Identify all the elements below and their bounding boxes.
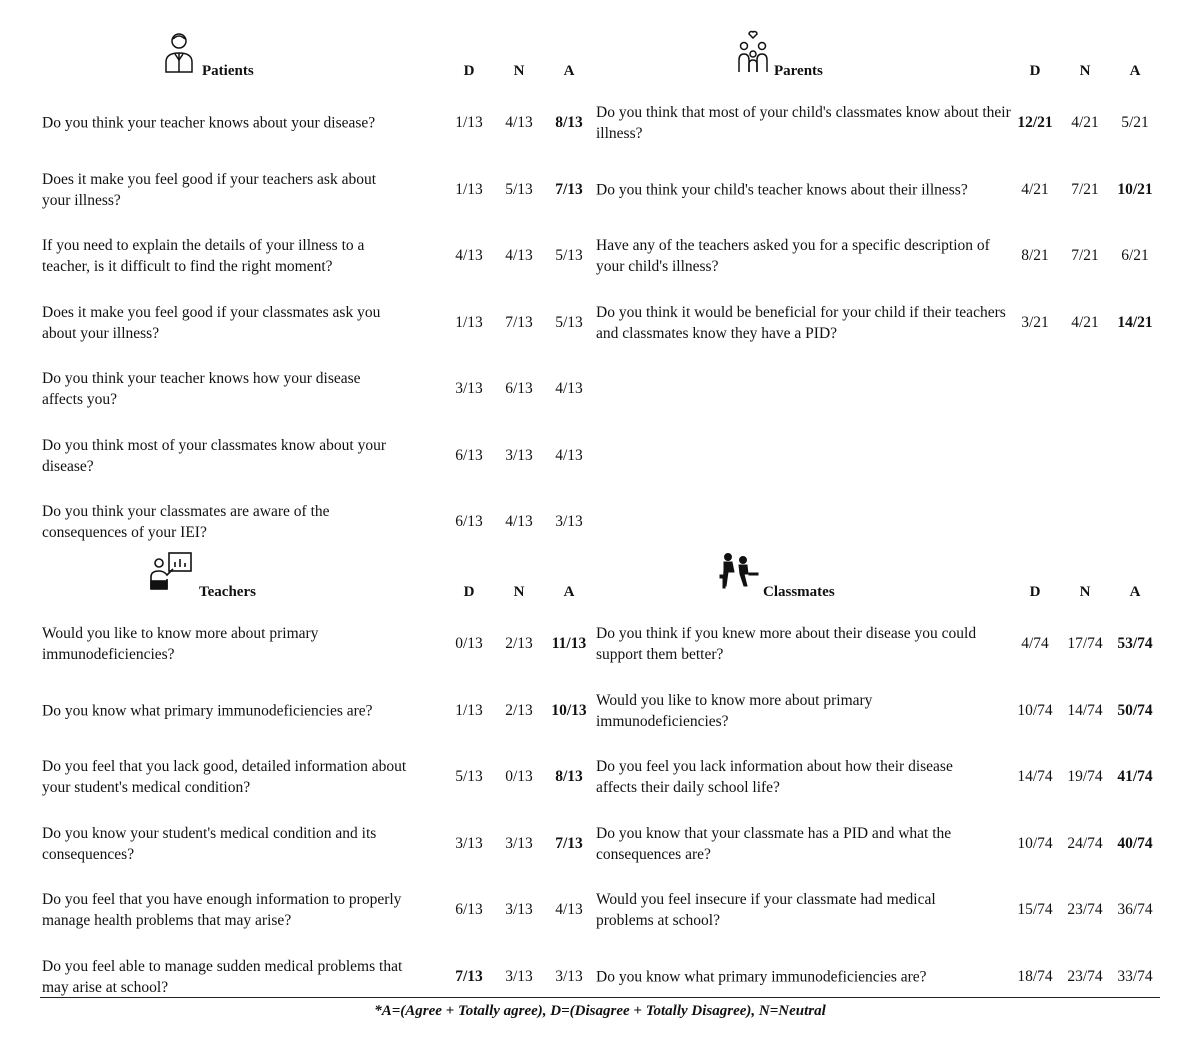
value-a: 5/13: [555, 313, 583, 331]
value-n: 7/21: [1071, 180, 1099, 198]
classmates-icon: [719, 551, 751, 595]
parents-header: [594, 30, 1164, 90]
value-d: 6/13: [455, 513, 483, 531]
question-text: Do you feel you lack information about how their disease affects their daily school life?: [596, 758, 953, 797]
value-n: 2/13: [505, 701, 533, 719]
question-text: Do you know your student's medical condition and its consequences?: [42, 824, 377, 863]
value-n: 6/13: [505, 380, 533, 398]
value-d: 3/13: [455, 380, 483, 398]
classmates-header: [594, 551, 1164, 611]
value-d: 7/13: [455, 967, 483, 985]
table-row: [40, 944, 583, 1011]
value-a: 33/74: [1117, 967, 1153, 985]
value-d: 0/13: [455, 635, 483, 653]
column-header-a: A: [563, 63, 575, 79]
question-text: Do you think your teacher knows about your disease?: [42, 114, 376, 132]
value-n: 3/13: [505, 901, 533, 919]
value-a: 50/74: [1117, 701, 1153, 719]
value-d: 10/74: [1017, 701, 1053, 719]
question-text: Does it make you feel good if your teachers ask about your illness?: [42, 170, 377, 209]
column-header-a: A: [1129, 584, 1141, 600]
footnote: *A=(Agree + Totally agree), D=(Disagree + Totally Disagree), N=Neutral: [374, 1003, 826, 1019]
value-d: 15/74: [1017, 901, 1053, 919]
value-n: 3/13: [505, 967, 533, 985]
teacher-icon: [149, 551, 181, 595]
column-header-d: D: [1029, 584, 1041, 600]
table-row: [40, 811, 583, 878]
table-row: [594, 744, 1164, 811]
table-row: [594, 223, 1164, 290]
value-d: 3/13: [455, 834, 483, 852]
value-d: 18/74: [1017, 967, 1053, 985]
value-n: 3/13: [505, 834, 533, 852]
value-a: 8/13: [555, 768, 583, 786]
value-a: 7/13: [555, 180, 583, 198]
value-d: 12/21: [1017, 114, 1053, 132]
value-n: 4/21: [1071, 114, 1099, 132]
value-d: 4/13: [455, 247, 483, 265]
value-n: 4/13: [505, 114, 533, 132]
value-n: 0/13: [505, 768, 533, 786]
question-text: Do you think that most of your child's classmates know about their illness?: [596, 104, 1011, 143]
table-row: [40, 290, 583, 357]
patients-panel: [40, 30, 583, 556]
table-row: [40, 877, 583, 944]
column-header-n: N: [1079, 63, 1091, 79]
table-row: [594, 290, 1164, 357]
value-n: 7/13: [505, 313, 533, 331]
value-n: 7/21: [1071, 247, 1099, 265]
table-row: [40, 157, 583, 224]
value-a: 7/13: [555, 834, 583, 852]
teachers-header: [40, 551, 580, 611]
value-a: 41/74: [1117, 768, 1153, 786]
value-n: 17/74: [1067, 635, 1103, 653]
parents-panel: [594, 30, 1164, 356]
table-row: [40, 489, 583, 556]
value-a: 3/13: [555, 513, 583, 531]
patients-header: [40, 30, 580, 90]
value-a: 4/13: [555, 901, 583, 919]
classmates-title: Classmates: [763, 584, 835, 600]
value-a: 3/13: [555, 967, 583, 985]
value-d: 4/21: [1021, 180, 1049, 198]
table-row: [594, 811, 1164, 878]
value-d: 4/74: [1021, 635, 1049, 653]
question-text: Do you feel that you lack good, detailed information about your student's medical condition?: [42, 758, 407, 797]
value-a: 5/21: [1121, 114, 1149, 132]
table-row: [40, 744, 583, 811]
teachers-panel: [40, 551, 587, 1010]
question-text: Do you think most of your classmates know about your disease?: [42, 436, 386, 475]
value-d: 14/74: [1017, 768, 1053, 786]
value-d: 10/74: [1017, 834, 1053, 852]
value-d: 3/21: [1021, 313, 1049, 331]
value-d: 5/13: [455, 768, 483, 786]
value-a: 10/21: [1117, 180, 1153, 198]
table-row: [40, 423, 583, 490]
value-a: 40/74: [1117, 834, 1153, 852]
table-row: [594, 611, 1164, 678]
parents-icon: [737, 30, 769, 74]
value-d: 6/13: [455, 446, 483, 464]
table-row: [594, 944, 1164, 1011]
question-text: Do you think if you knew more about their disease you could support them better?: [596, 625, 977, 664]
question-text: Do you think your child's teacher knows about their illness?: [596, 181, 968, 199]
value-d: 1/13: [455, 114, 483, 132]
column-header-n: N: [513, 63, 525, 79]
value-n: 24/74: [1067, 834, 1103, 852]
value-n: 4/21: [1071, 313, 1099, 331]
question-text: Do you feel that you have enough information to properly manage health problems that may arise?: [42, 891, 402, 930]
question-text: Do you know what primary immunodeficiencies are?: [596, 968, 927, 986]
value-n: 14/74: [1067, 701, 1103, 719]
value-n: 19/74: [1067, 768, 1103, 786]
value-n: 4/13: [505, 247, 533, 265]
value-n: 23/74: [1067, 967, 1103, 985]
table-row: [40, 611, 587, 678]
value-d: 6/13: [455, 901, 483, 919]
question-text: Do you feel able to manage sudden medical problems that may arise at school?: [42, 957, 403, 996]
value-a: 8/13: [555, 114, 583, 132]
question-text: Do you know what primary immunodeficiencies are?: [42, 702, 373, 720]
footer-rule: [40, 997, 1160, 998]
question-text: If you need to explain the details of your illness to a teacher, is it difficult to find the right moment?: [42, 237, 365, 276]
value-a: 36/74: [1117, 901, 1153, 919]
question-text: Would you like to know more about primary immunodeficiencies?: [42, 625, 319, 664]
column-header-n: N: [513, 584, 525, 600]
classmates-panel: [594, 551, 1164, 1010]
table-row: [594, 157, 1164, 224]
value-d: 8/21: [1021, 247, 1049, 265]
question-text: Do you think your classmates are aware of the consequences of your IEI?: [42, 503, 330, 542]
table-row: [40, 678, 587, 745]
value-a: 14/21: [1117, 313, 1153, 331]
column-header-a: A: [1129, 63, 1141, 79]
question-text: Do you know that your classmate has a PID and what the consequences are?: [596, 824, 952, 863]
value-d: 1/13: [455, 180, 483, 198]
patients-title: Patients: [202, 63, 254, 79]
value-n: 23/74: [1067, 901, 1103, 919]
table-row: [40, 356, 583, 423]
patient-icon: [163, 30, 195, 74]
table-row: [594, 678, 1164, 745]
teachers-title: Teachers: [199, 584, 256, 600]
question-text: Have any of the teachers asked you for a specific description of your child's illness?: [596, 237, 990, 276]
column-header-n: N: [1079, 584, 1091, 600]
value-n: 2/13: [505, 635, 533, 653]
question-text: Do you think your teacher knows how your disease affects you?: [42, 370, 361, 409]
column-header-d: D: [463, 63, 475, 79]
table-row: [40, 223, 583, 290]
value-d: 1/13: [455, 313, 483, 331]
question-text: Do you think it would be beneficial for your child if their teachers and classmates know they have a PID?: [596, 303, 1006, 342]
value-n: 4/13: [505, 513, 533, 531]
table-row: [594, 90, 1164, 157]
value-a: 4/13: [555, 380, 583, 398]
value-a: 6/21: [1121, 247, 1149, 265]
question-text: Would you feel insecure if your classmate had medical problems at school?: [596, 891, 936, 930]
value-a: 10/13: [551, 701, 587, 719]
column-header-d: D: [1029, 63, 1041, 79]
value-n: 5/13: [505, 180, 533, 198]
question-text: Does it make you feel good if your classmates ask you about your illness?: [42, 303, 381, 342]
table-row: [594, 877, 1164, 944]
column-header-a: A: [563, 584, 575, 600]
table-row: [40, 90, 583, 157]
value-a: 53/74: [1117, 635, 1153, 653]
value-n: 3/13: [505, 446, 533, 464]
value-d: 1/13: [455, 701, 483, 719]
value-a: 5/13: [555, 247, 583, 265]
value-a: 4/13: [555, 446, 583, 464]
value-a: 11/13: [551, 635, 587, 653]
question-text: Would you like to know more about primary immunodeficiencies?: [596, 691, 873, 730]
column-header-d: D: [463, 584, 475, 600]
parents-title: Parents: [774, 63, 823, 79]
